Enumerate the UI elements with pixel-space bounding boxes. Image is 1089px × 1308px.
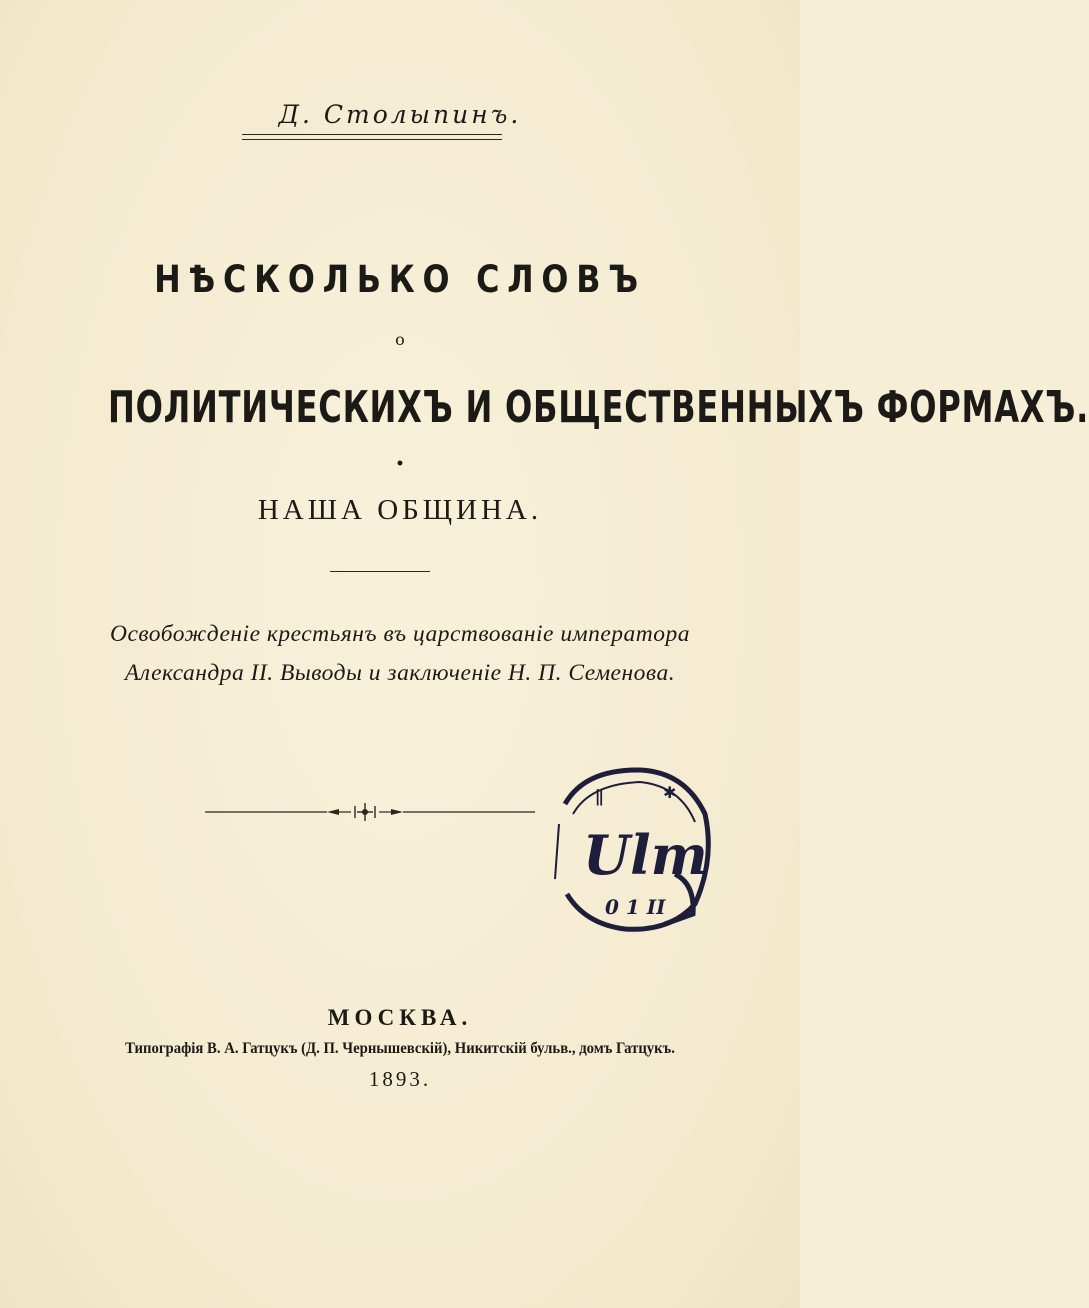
title-line-2: ПОЛИТИЧЕСКИХЪ И ОБЩЕСТВЕННЫХЪ ФОРМАХЪ.: [108, 382, 1089, 433]
title-conjunction: о: [395, 330, 405, 349]
description: [0, 615, 800, 693]
subtitle: НАША ОБЩИНА.: [257, 494, 543, 526]
svg-text:ǁ: ǁ: [595, 786, 604, 807]
title-separator: •: [395, 456, 405, 472]
section-rule: [330, 571, 430, 572]
imprint-year: 1893.: [368, 1067, 432, 1091]
svg-text:✱: ✱: [663, 783, 677, 802]
author-name: Д. Столыпинъ.: [278, 100, 522, 129]
stamp-text-main: Ulm: [583, 823, 708, 887]
description-line-1: Освобожденіе крестьянъ въ царствованіе императора: [110, 621, 690, 647]
ornament-divider-icon: [205, 800, 535, 824]
library-stamp-icon: [545, 764, 715, 936]
stamp-text-bottom: 0 1 II: [605, 895, 666, 919]
imprint-printer: Типографія В. А. Гатцукъ (Д. П. Чернышевскій), Никитскій бульв., домъ Гатцукъ.: [125, 1040, 675, 1057]
description-line-2: Александра II. Выводы и заключеніе Н. П. Семенова.: [124, 660, 676, 686]
title-line-1: НѢСКОЛЬКО СЛОВЪ: [154, 258, 646, 301]
imprint-city: МОСКВА.: [327, 1005, 473, 1030]
author-double-rule: [242, 134, 502, 140]
